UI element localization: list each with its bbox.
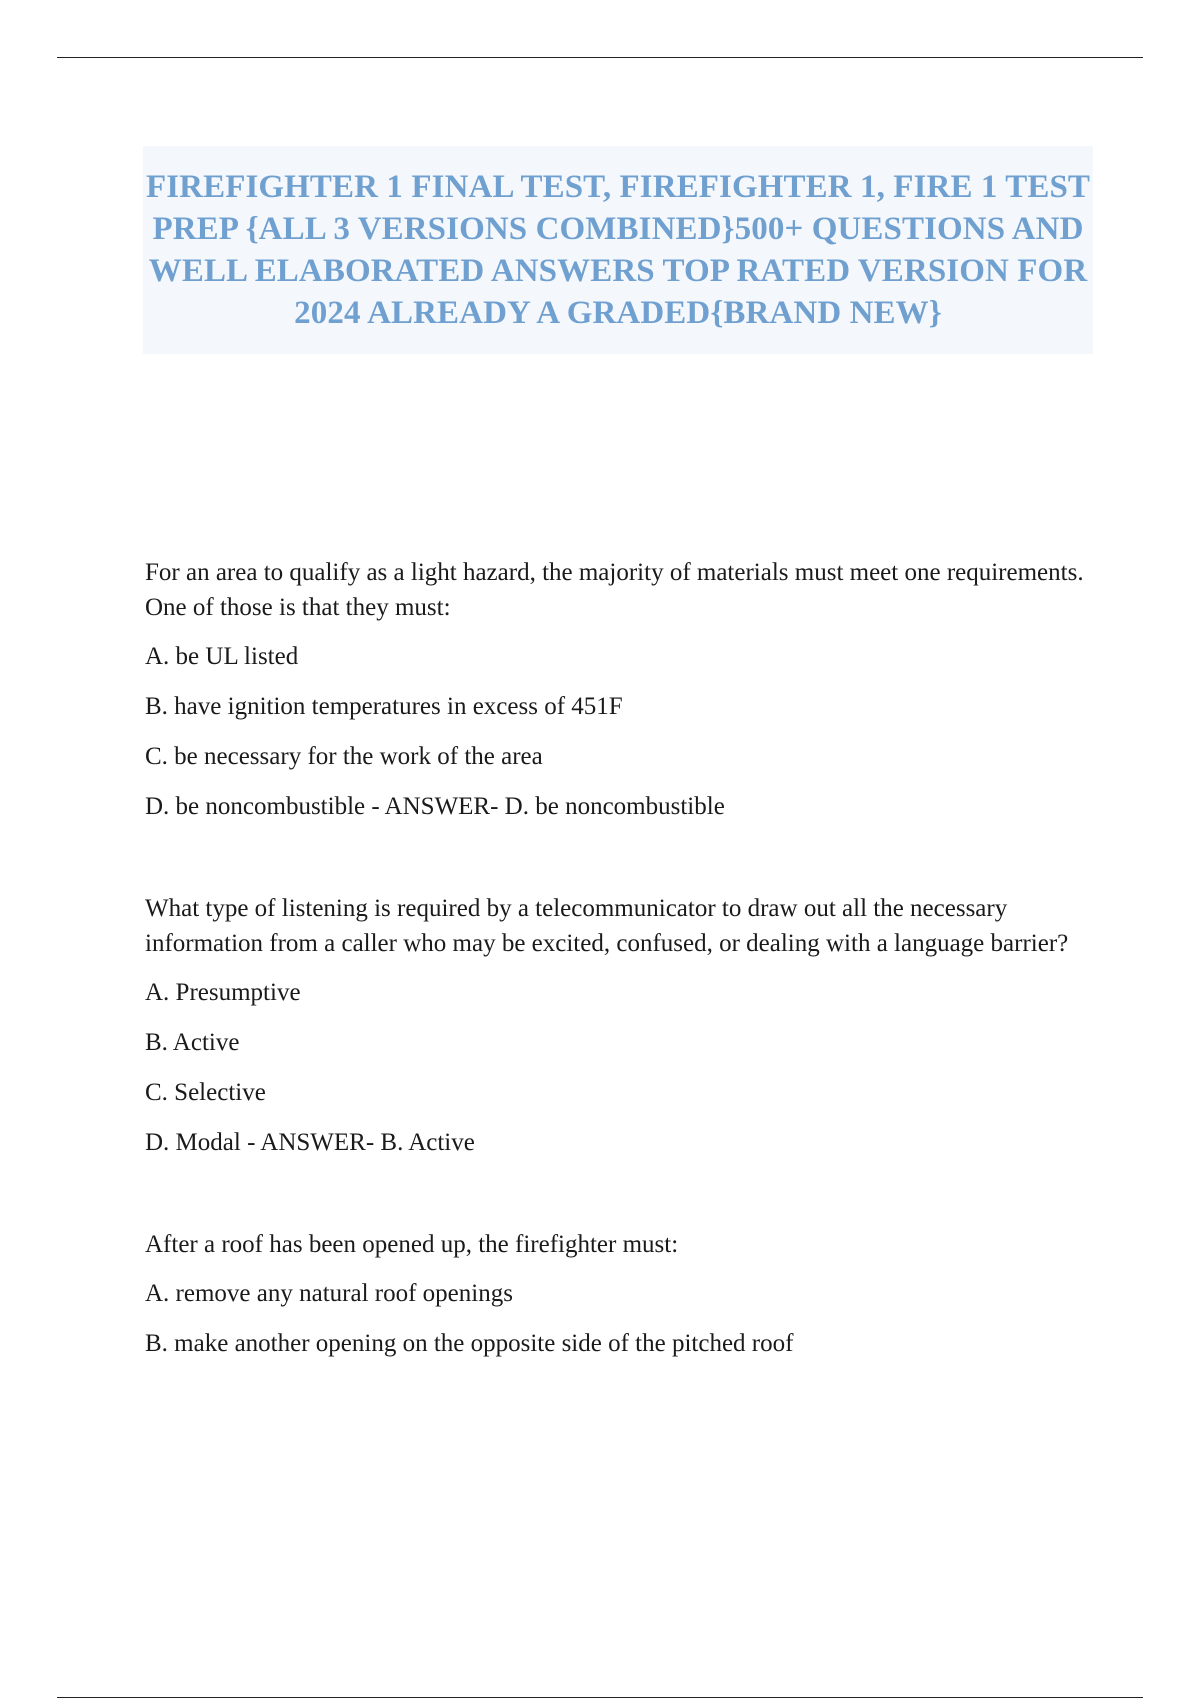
question-text: For an area to qualify as a light hazard, the majority of materials must meet one requirements. One of those is that they must: <box>145 559 1084 621</box>
bottom-rule <box>57 1697 1143 1698</box>
document-title: FIREFIGHTER 1 FINAL TEST, FIREFIGHTER 1, FIRE 1 TEST PREP {ALL 3 VERSIONS COMBINED}500+ QUESTIONS AND WELL ELABORATED ANSWERS TOP RATED VERSION FOR 2024 ALREADY A GRADED{BRAND NEW} <box>145 169 1091 331</box>
option-d-with-answer: D. Modal - ANSWER- B. Active <box>145 1129 475 1156</box>
option-c: C. be necessary for the work of the area <box>145 743 543 770</box>
top-rule <box>57 57 1143 58</box>
question-2 <box>145 891 1105 1161</box>
question-text: After a roof has been opened up, the firefighter must: <box>145 1231 679 1258</box>
option-b: B. Active <box>145 1029 240 1056</box>
option-a: A. be UL listed <box>145 643 299 670</box>
question-list <box>145 555 1105 1362</box>
title-banner <box>143 146 1093 354</box>
question-3 <box>145 1227 1105 1362</box>
option-c: C. Selective <box>145 1079 266 1106</box>
option-a: A. remove any natural roof openings <box>145 1280 513 1307</box>
option-b: B. make another opening on the opposite side of the pitched roof <box>145 1330 794 1357</box>
option-b: B. have ignition temperatures in excess of 451F <box>145 693 623 720</box>
option-a: A. Presumptive <box>145 979 301 1006</box>
option-d-with-answer: D. be noncombustible - ANSWER- D. be noncombustible <box>145 793 725 820</box>
question-1 <box>145 555 1105 825</box>
question-text: What type of listening is required by a telecommunicator to draw out all the necessary information from a caller who may be excited, confused, or dealing with a language barrier? <box>145 895 1069 957</box>
